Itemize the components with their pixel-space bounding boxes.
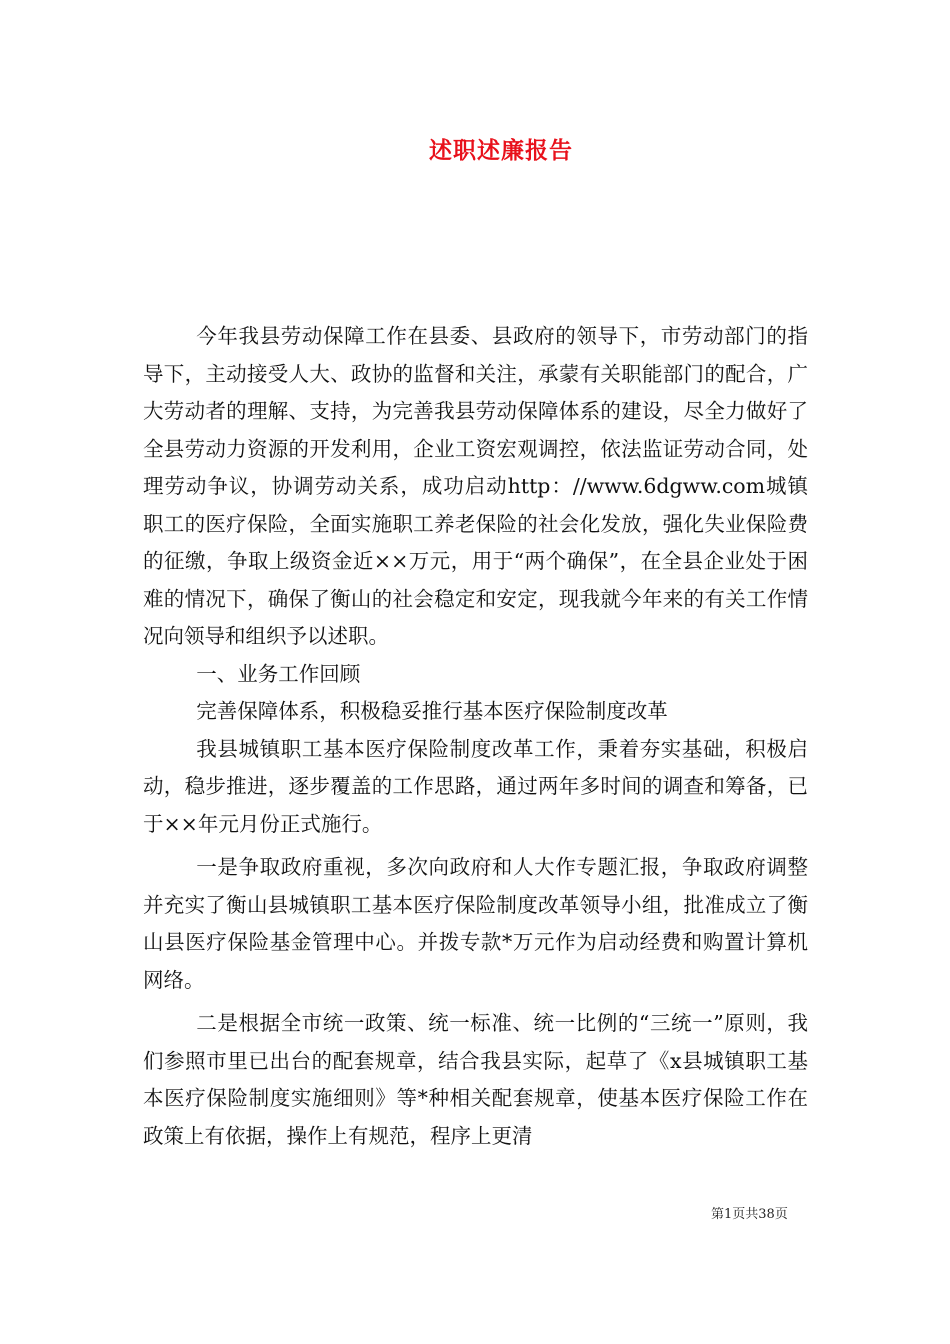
section-heading: 一、业务工作回顾 [196,661,361,686]
document-title: 述职述廉报告 [429,137,573,164]
paragraph-medical-reform: 我县城镇职工基本医疗保险制度改革工作，秉着夯实基础，积极启动，稳步推进，逐步覆盖的工作思路，通过两年多时间的调查和筹备，已于××年元月份正式施行。 [143,736,808,836]
paragraph-point-one: 一是争取政府重视，多次向政府和人大作专题汇报，争取政府调整并充实了衡山县城镇职工基本医疗保险制度改革领导小组，批准成立了衡山县医疗保险基金管理中心。并拨专款*万元作为启动经费和购置计算机网络。 [143,855,808,992]
page-number: 第1页共38页 [711,1207,788,1222]
document-body [143,318,808,1155]
paragraph-point-two: 二是根据全市统一政策、统一标准、统一比例的“三统一”原则，我们参照市里已出台的配套规章，结合我县实际，起草了《x县城镇职工基本医疗保险制度实施细则》等*种相关配套规章，使基本医疗保险工作在政策上有依据，操作上有规范，程序上更清 [143,1011,808,1148]
subsection-heading: 完善保障体系，积极稳妥推行基本医疗保险制度改革 [196,699,668,723]
paragraph-intro: 今年我县劳动保障工作在县委、县政府的领导下，市劳动部门的指导下，主动接受人大、政协的监督和关注，承蒙有关职能部门的配合，广大劳动者的理解、支持，为完善我县劳动保障体系的建设，尽全力做好了全县劳动力资源的开发利用，企业工资宏观调控，依法监证劳动合同，处理劳动争议，协调劳动关系，成功启动http：//www.6dgww.com城镇职工的医疗保险，全面实施职工养老保险的社会化发放，强化失业保险费的征缴，争取上级资金近××万元，用于“两个确保”，在全县企业处于困难的情况下，确保了衡山的社会稳定和安定，现我就今年来的有关工作情况向领导和组织予以述职。 [143,324,808,648]
